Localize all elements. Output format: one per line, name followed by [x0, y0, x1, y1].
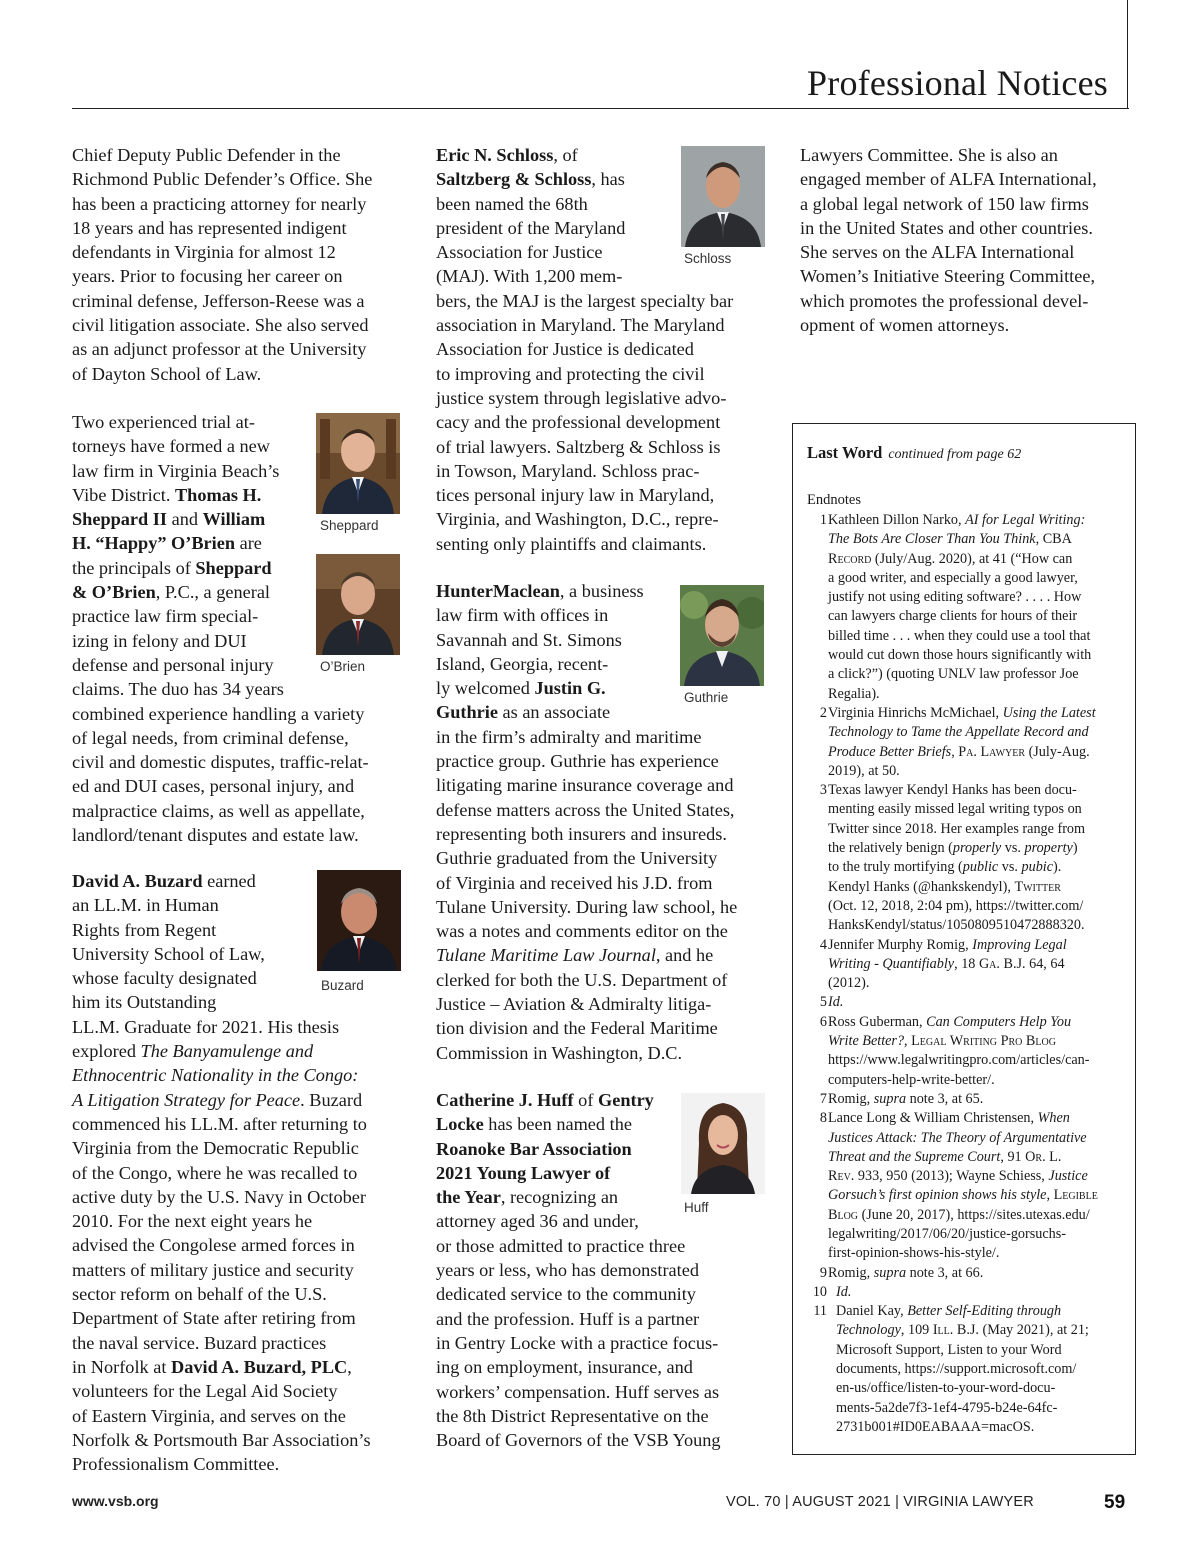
text-line: to improving and protecting the civil	[436, 363, 705, 384]
portrait-image	[681, 146, 765, 247]
text-line: matters of military justice and security	[72, 1259, 354, 1280]
section-title: Professional Notices	[807, 63, 1108, 103]
text-line: association in Maryland. The Maryland	[436, 315, 725, 336]
text-line: in Towson, Maryland. Schloss prac-	[436, 460, 700, 481]
text-line: H. “Happy” O’Brien are	[72, 533, 262, 554]
text-line: litigating marine insurance coverage and	[436, 775, 734, 796]
text-line: civil and domestic disputes, traffic-relat-	[72, 752, 369, 773]
portrait-image	[680, 585, 764, 686]
text-line: Saltzberg & Schloss, has	[436, 169, 625, 190]
endnote-item: 1 Kathleen Dillon Narko, AI for Legal Writing: The Bots Are Closer Than You Think, CBA Record (July/Aug. 2020), at 41 (“How can a good writer, and especially a good lawyer, justify not using editing software? . . . . How can lawyers charge clients for hours of their billed time . . . when they could use a tool that would cut down those hours significantly with a click?”) (quoting UNLV law professor Joe Regalia).	[819, 512, 1092, 702]
text-line: Richmond Public Defender’s Office. She	[72, 169, 373, 190]
text-line: workers’ compensation. Huff serves as	[436, 1381, 720, 1402]
text-line: an LL.M. in Human	[72, 895, 219, 916]
text-line: Justice – Aviation & Admiralty litiga-	[436, 994, 712, 1015]
text-line: president of the Maryland	[436, 217, 626, 238]
endnote-item: 7 Romig, supra note 3, at 65.	[819, 1090, 984, 1107]
portrait-image	[681, 1093, 765, 1194]
guthrie-caption: Guthrie	[684, 690, 729, 705]
text-line: 18 years and has represented indigent	[72, 217, 347, 238]
text-line: of the Congo, where he was recalled to	[72, 1162, 358, 1183]
page-number: 59	[1104, 1492, 1126, 1513]
notice-jefferson-reese	[72, 143, 372, 386]
text-line: in Gentry Locke with a practice focus-	[436, 1332, 719, 1353]
text-line: Ethnocentric Nationality in the Congo:	[72, 1065, 359, 1086]
text-line: sector reform on behalf of the U.S.	[72, 1284, 327, 1305]
text-line: Tulane University. During law school, he	[436, 896, 738, 917]
text-line: years. Prior to focusing her career on	[72, 266, 343, 287]
text-line: Roanoke Bar Association	[436, 1138, 632, 1159]
obrien-photo	[316, 554, 400, 655]
text-line: Virginia, and Washington, D.C., repre-	[436, 509, 719, 530]
text-line: Norfolk & Portsmouth Bar Association’s	[72, 1429, 371, 1450]
text-line: torneys have formed a new	[72, 436, 270, 457]
text-line: Island, Georgia, recent-	[436, 653, 609, 674]
text-line: Commission in Washington, D.C.	[436, 1042, 683, 1063]
sidebar-title: Last Word continued from page 62	[807, 443, 1022, 462]
text-line: defense matters across the United States,	[436, 799, 735, 820]
text-line: A Litigation Strategy for Peace. Buzard	[72, 1089, 363, 1110]
endnote-item: 10 Id.	[812, 1283, 852, 1300]
text-line: claims. The duo has 34 years	[72, 679, 284, 700]
text-line: David A. Buzard earned	[72, 871, 256, 891]
endnote-item: 4 Jennifer Murphy Romig, Improving Legal Writing - Quantifiably, 18 Ga. B.J. 64, 64 (2012).	[819, 936, 1067, 992]
text-line: active duty by the U.S. Navy in October	[72, 1186, 366, 1207]
text-line: landlord/tenant disputes and estate law.	[72, 825, 359, 846]
text-line: tion division and the Federal Maritime	[436, 1018, 718, 1039]
text-line: commenced his LL.M. after returning to	[72, 1113, 367, 1134]
text-line: (MAJ). With 1,200 mem-	[436, 266, 623, 287]
text-line: Rights from Regent	[72, 919, 217, 940]
notice-huff-continued	[800, 143, 1097, 337]
buzard-caption: Buzard	[321, 978, 364, 993]
text-line: of Virginia and received his J.D. from	[436, 872, 713, 893]
text-line: Eric N. Schloss, of	[436, 145, 578, 165]
text-line: senting only plaintiffs and claimants.	[436, 533, 707, 554]
text-line: ly welcomed Justin G.	[436, 678, 606, 699]
text-line: the principals of Sheppard	[72, 557, 272, 578]
text-line: Women’s Initiative Steering Committee,	[800, 266, 1096, 287]
text-line: in the firm’s admiralty and maritime	[436, 726, 702, 747]
text-line: Professionalism Committee.	[72, 1454, 280, 1475]
endnote-item: 5 Id.	[819, 994, 844, 1011]
text-line: of legal needs, from criminal defense,	[72, 727, 349, 748]
text-line: practice group. Guthrie has experience	[436, 751, 719, 772]
text-line: & O’Brien, P.C., a general	[72, 582, 271, 603]
text-line: She serves on the ALFA International	[800, 242, 1075, 263]
notice-huff	[436, 1088, 721, 1452]
text-line: of Eastern Virginia, and serves on the	[72, 1405, 346, 1426]
text-line: Catherine J. Huff of Gentry	[436, 1090, 654, 1110]
endnote-item: 2 Virginia Hinrichs McMichael, Using the Latest Technology to Tame the Appellate Record and Produce Better Briefs, Pa. Lawyer (July-Aug. 2019), at 50.	[819, 704, 1096, 779]
text-line: bers, the MAJ is the largest specialty bar	[436, 290, 734, 311]
text-line: Board of Governors of the VSB Young	[436, 1430, 721, 1451]
text-line: Association for Justice	[436, 242, 603, 263]
text-line: Guthrie as an associate	[436, 702, 611, 723]
endnotes-list	[807, 511, 1127, 1437]
text-line: combined experience handling a variety	[72, 703, 365, 724]
obrien-caption: O’Brien	[320, 659, 366, 674]
text-line: explored The Banyamulenge and	[72, 1041, 314, 1062]
text-line: Guthrie graduated from the University	[436, 848, 718, 869]
text-line: Sheppard II and William	[72, 509, 266, 530]
text-line: justice system through legislative advo-	[436, 387, 727, 408]
endnote-item: 9 Romig, supra note 3, at 66.	[819, 1264, 984, 1281]
text-line: opment of women attorneys.	[800, 315, 1010, 336]
text-line: Virginia from the Democratic Republic	[72, 1138, 359, 1159]
text-line: Tulane Maritime Law Journal, and he	[436, 945, 714, 966]
text-line: tices personal injury law in Maryland,	[436, 485, 715, 506]
schloss-caption: Schloss	[684, 251, 732, 266]
text-line: defense and personal injury	[72, 654, 274, 675]
text-line: advised the Congolese armed forces in	[72, 1235, 355, 1256]
text-line: attorney aged 36 and under,	[436, 1211, 639, 1232]
text-line: was a notes and comments editor on the	[436, 921, 728, 942]
text-line: has been a practicing attorney for nearly	[72, 193, 367, 214]
text-line: 2021 Young Lawyer of	[436, 1162, 611, 1183]
portrait-image	[317, 870, 401, 971]
text-line: criminal defense, Jefferson-Reese was a	[72, 290, 365, 311]
text-line: been named the 68th	[436, 193, 588, 214]
guthrie-photo	[680, 585, 764, 686]
website-link[interactable]: www.vsb.org	[72, 1493, 159, 1509]
text-line: or those admitted to practice three	[436, 1235, 686, 1256]
text-line: the naval service. Buzard practices	[72, 1332, 327, 1353]
text-line: volunteers for the Legal Aid Society	[72, 1381, 338, 1402]
text-line: and the profession. Huff is a partner	[436, 1308, 700, 1329]
text-line: ed and DUI cases, personal injury, and	[72, 776, 355, 797]
text-line: malpractice claims, as well as appellate,	[72, 800, 365, 821]
last-word-sidebar	[792, 423, 1136, 1455]
endnotes-heading: Endnotes	[807, 492, 861, 508]
issue-info: VOL. 70 | AUGUST 2021 | VIRGINIA LAWYER	[726, 1494, 1034, 1510]
text-line: a global legal network of 150 law firms	[800, 193, 1089, 214]
text-line: years or less, who has demonstrated	[436, 1260, 699, 1281]
text-line: clerked for both the U.S. Department of	[436, 969, 728, 990]
text-line: Vibe District. Thomas H.	[72, 484, 262, 505]
header-rule	[72, 108, 1129, 109]
portrait-image	[316, 413, 400, 514]
endnote-item: 3 Texas lawyer Kendyl Hanks has been docu- menting easily missed legal writing typos on Twitter since 2018. Her examples range from the relatively benign (properly vs. property) to the truly mortifying (public vs. pubic). Kendyl Hanks (@hankskendyl), Twitter (Oct. 12, 2018, 2:04 pm), https://twitter.com/ HanksKendyl/status/1050809510472888320.	[819, 782, 1086, 934]
text-line: cacy and the professional development	[436, 412, 721, 433]
endnote-item: 6 Ross Guberman, Can Computers Help You Write Better?, Legal Writing Pro Blog https://www.legalwritingpro.com/articles/can- computers-help-write-better/.	[819, 1013, 1090, 1088]
text-line: practice law firm special-	[72, 606, 259, 627]
text-line: Locke has been named the	[436, 1114, 632, 1135]
text-line: of trial lawyers. Saltzberg & Schloss is	[436, 436, 721, 457]
text-line: ing on employment, insurance, and	[436, 1357, 693, 1378]
text-line: izing in felony and DUI	[72, 630, 247, 651]
text-line: Association for Justice is dedicated	[436, 339, 694, 360]
huff-photo	[681, 1093, 765, 1194]
portrait-image	[316, 554, 400, 655]
text-line: 2010. For the next eight years he	[72, 1211, 313, 1232]
huff-caption: Huff	[684, 1200, 709, 1215]
text-line: as an adjunct professor at the University	[72, 339, 367, 360]
text-line: which promotes the professional devel-	[800, 290, 1089, 311]
text-line: engaged member of ALFA International,	[800, 169, 1097, 190]
text-line: him its Outstanding	[72, 992, 217, 1013]
text-line: of Dayton School of Law.	[72, 363, 262, 384]
text-line: LL.M. Graduate for 2021. His thesis	[72, 1016, 340, 1037]
text-line: the Year, recognizing an	[436, 1187, 619, 1208]
text-line: in the United States and other countries.	[800, 217, 1093, 238]
text-line: University School of Law,	[72, 943, 265, 964]
sheppard-caption: Sheppard	[320, 518, 379, 533]
sheppard-photo	[316, 413, 400, 514]
text-line: in Norfolk at David A. Buzard, PLC,	[72, 1356, 352, 1377]
endnote-item: 8 Lance Long & William Christensen, When Justices Attack: The Theory of Argumentative Threat and the Supreme Court, 91 Or. L. Rev. 933, 950 (2013); Wayne Schiess, Justice Gorsuch’s first opinion shows his style, Legible Blog (June 20, 2017), https://sites.utexas.edu/ legalwriting/2017/06/20/justice-gorsuchs- first-opinion-shows-his-style/.	[819, 1110, 1098, 1262]
text-line: defendants in Virginia for almost 12	[72, 242, 336, 263]
text-line: representing both insurers and insureds.	[436, 823, 727, 844]
text-line: law firm in Virginia Beach’s	[72, 460, 280, 481]
text-line: Department of State after retiring from	[72, 1308, 356, 1329]
endnote-item: 11 Daniel Kay, Better Self-Editing through Technology, 109 Ill. B.J. (May 2021), at 21; Microsoft Support, Listen to your Word documents, https://support.microsoft.com/ en-us/office/listen-to-your-word-docu- ments-5a2de7f3-1ef4-4795-b24e-64fc- 2731b001#ID0EABAAA=macOS.	[813, 1303, 1089, 1435]
text-line: Savannah and St. Simons	[436, 629, 622, 650]
text-line: Lawyers Committee. She is also an	[800, 145, 1058, 165]
header-vertical-rule	[1127, 0, 1128, 109]
text-line: law firm with offices in	[436, 605, 609, 626]
text-line: civil litigation associate. She also served	[72, 315, 369, 336]
text-line: dedicated service to the community	[436, 1284, 696, 1305]
text-line: the 8th District Representative on the	[436, 1405, 709, 1426]
schloss-photo	[681, 146, 765, 247]
buzard-photo	[317, 870, 401, 971]
text-line: HunterMaclean, a business	[436, 581, 644, 601]
text-line: Two experienced trial at-	[72, 412, 255, 432]
text-line: whose faculty designated	[72, 968, 257, 989]
text-line: Chief Deputy Public Defender in the	[72, 145, 341, 165]
